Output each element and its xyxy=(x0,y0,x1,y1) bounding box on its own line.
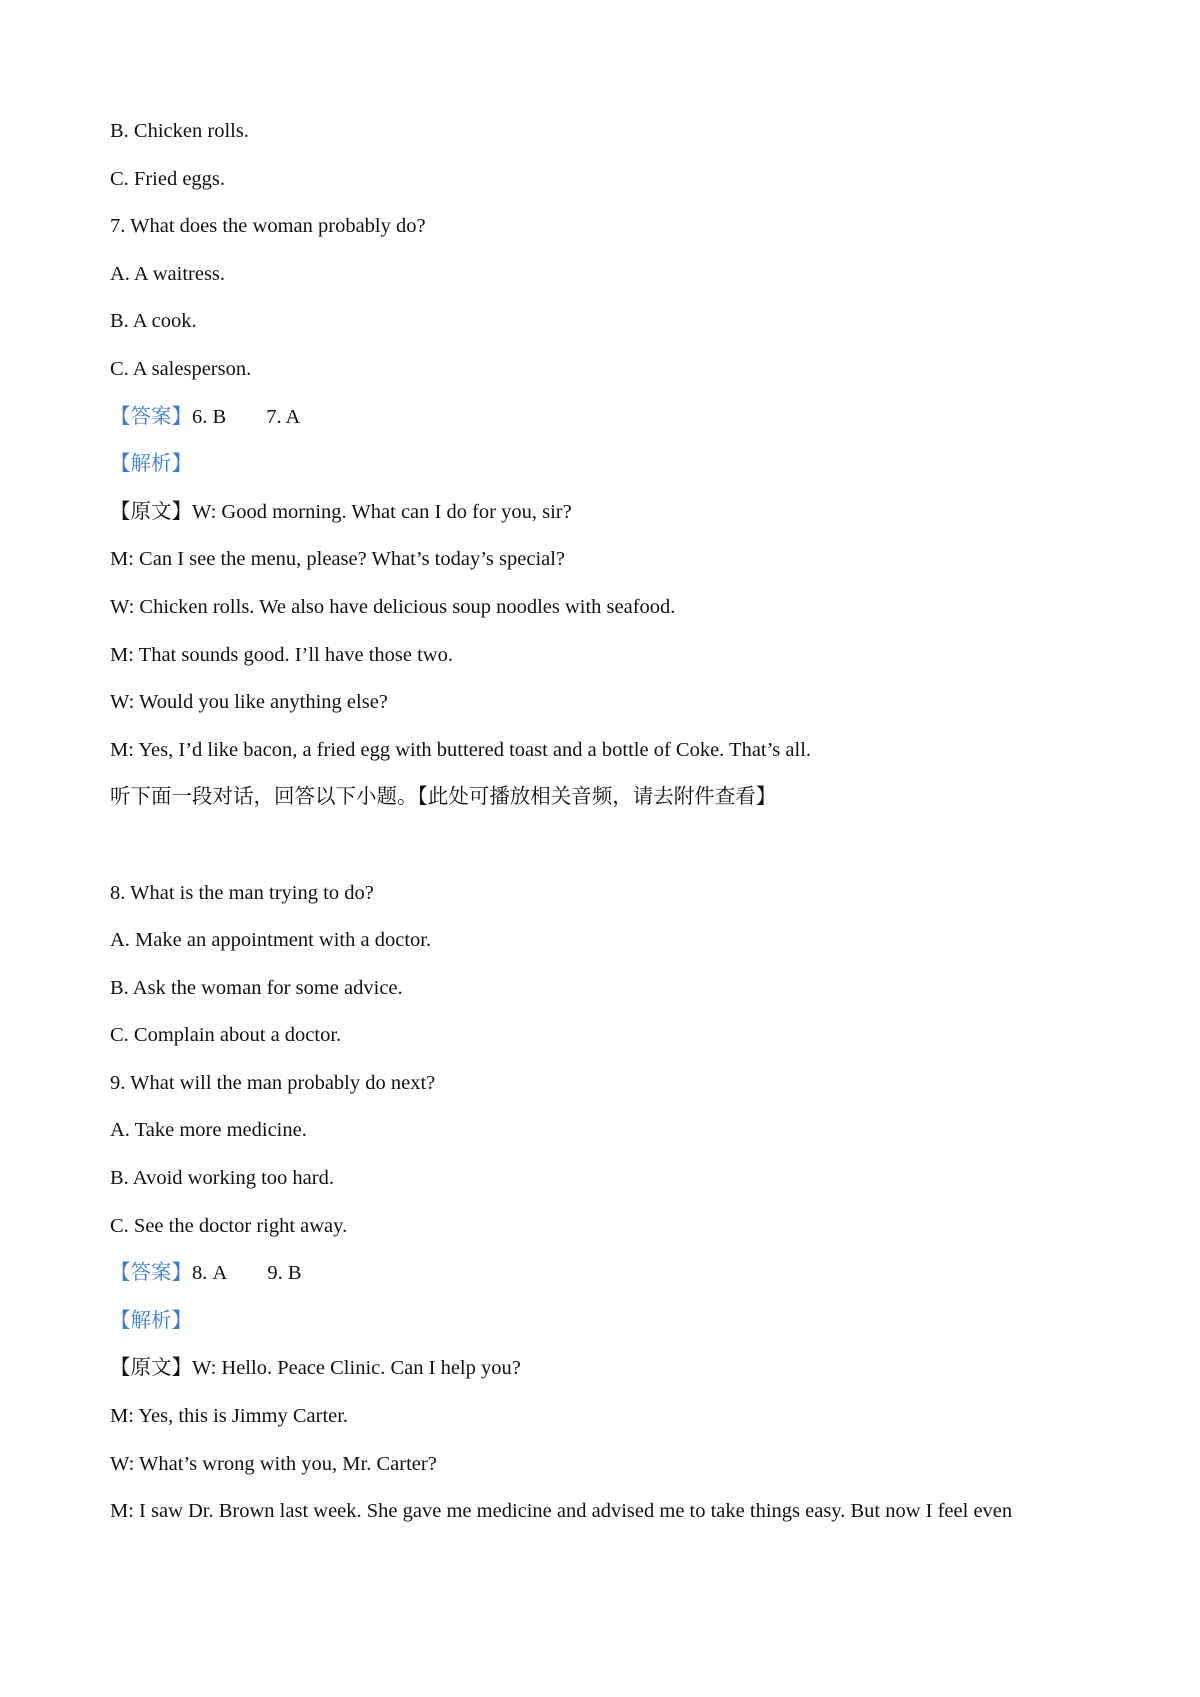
analysis-tag-1: 【解析】 xyxy=(110,453,192,476)
answer-9: 9. B xyxy=(267,1262,302,1285)
transcript-line: W: What’s wrong with you, Mr. Carter? xyxy=(110,1452,437,1475)
q8-option-c: C. Complain about a doctor. xyxy=(110,1024,342,1047)
transcript-line: M: Yes, this is Jimmy Carter. xyxy=(110,1405,349,1428)
answer-line-2 xyxy=(110,1259,1110,1307)
q9-option-c: C. See the doctor right away. xyxy=(110,1214,348,1237)
q9-question: 9. What will the man probably do next? xyxy=(110,1071,436,1094)
transcript-text: W: Good morning. What can I do for you, sir? xyxy=(192,500,572,523)
q6-option-c: C. Fried eggs. xyxy=(110,167,226,190)
q7-option-c: C. A salesperson. xyxy=(110,357,252,380)
q7-option-a: A. A waitress. xyxy=(110,262,226,285)
answer-line-1 xyxy=(110,403,1110,451)
transcript-line: W: Would you like anything else? xyxy=(110,691,388,714)
q8-option-a: A. Make an appointment with a doctor. xyxy=(110,929,432,952)
transcript-tag: 【原文】 xyxy=(110,1357,192,1380)
q9-option-b: B. Avoid working too hard. xyxy=(110,1167,334,1190)
answer-tag: 【答案】 xyxy=(110,405,192,428)
answer-6: 6. B xyxy=(192,405,227,428)
transcript-line: M: I saw Dr. Brown last week. She gave me medicine and advised me to take things easy. But now I feel even xyxy=(110,1500,1013,1523)
listening-instruction: 听下面一段对话，回答以下小题。【此处可播放相关音频，请去附件查看】 xyxy=(110,786,777,809)
answer-7: 7. A xyxy=(266,405,301,428)
transcript-line xyxy=(110,498,1110,546)
q7-question: 7. What does the woman probably do? xyxy=(110,215,426,238)
q7-option-b: B. A cook. xyxy=(110,310,197,333)
transcript-tag: 【原文】 xyxy=(110,500,192,523)
document-page xyxy=(110,117,1110,1545)
analysis-tag-2: 【解析】 xyxy=(110,1309,192,1332)
answer-8: 8. A xyxy=(192,1262,228,1285)
spacer xyxy=(110,831,1110,879)
q6-option-b: B. Chicken rolls. xyxy=(110,120,249,142)
answer-tag: 【答案】 xyxy=(110,1262,192,1285)
q9-option-a: A. Take more medicine. xyxy=(110,1119,307,1142)
transcript-line: M: That sounds good. I’ll have those two. xyxy=(110,643,453,666)
q8-option-b: B. Ask the woman for some advice. xyxy=(110,976,403,999)
q8-question: 8. What is the man trying to do? xyxy=(110,881,374,904)
transcript-line: M: Can I see the menu, please? What’s today’s special? xyxy=(110,548,566,571)
transcript-line: W: Chicken rolls. We also have delicious soup noodles with seafood. xyxy=(110,595,676,618)
transcript-text: W: Hello. Peace Clinic. Can I help you? xyxy=(192,1357,521,1380)
transcript-line: M: Yes, I’d like bacon, a fried egg with buttered toast and a bottle of Coke. That’s all. xyxy=(110,738,812,761)
transcript-line xyxy=(110,1354,1110,1402)
